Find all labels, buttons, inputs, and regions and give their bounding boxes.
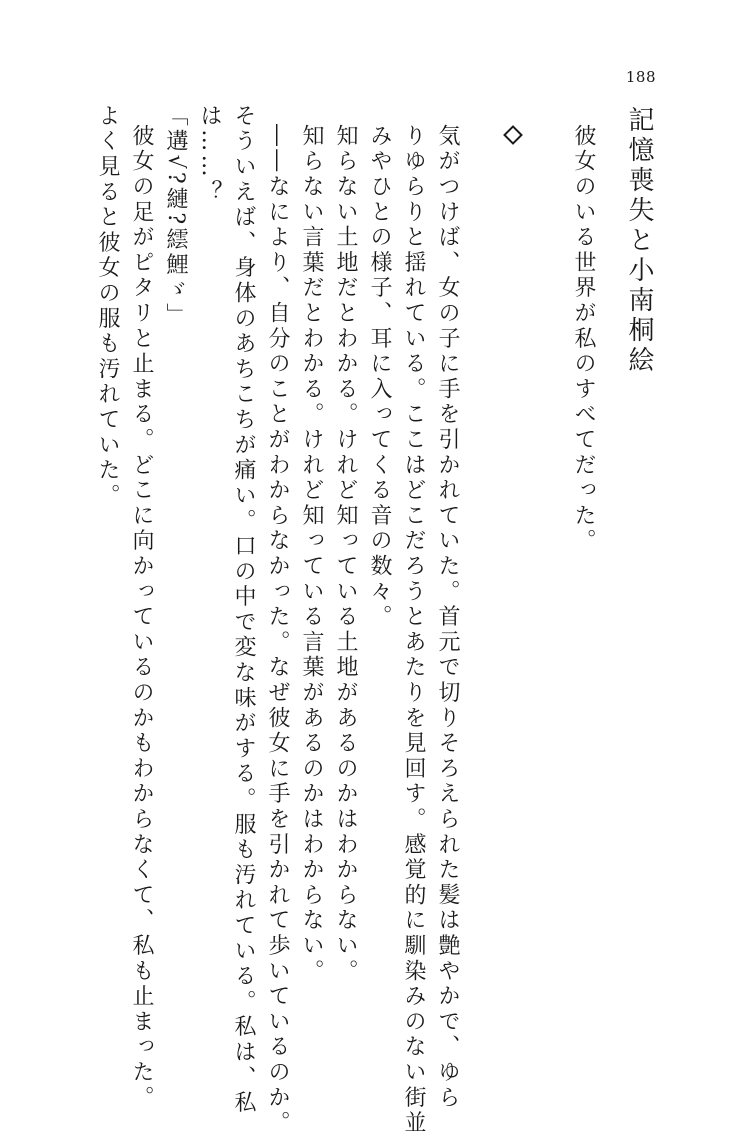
chapter-title: 記憶喪失と小南桐絵 [624, 106, 654, 376]
body-line-3: みやひとの様子、耳に入ってくる音の数々。 [367, 124, 392, 630]
diamond-icon [503, 125, 523, 145]
body-line-9: 「遘√?縺?繧鯉ゞ」 [163, 104, 188, 329]
body-line-10: 彼女の足がピタリと止まる。どこに向かっているのかもわからなくて、私も止まった。 [129, 124, 154, 1111]
body-line-4: 知らない土地だとわかる。けれど知っている土地があるのかはわからない。 [333, 124, 358, 985]
body-line-5: 知らない言葉だとわかる。けれど知っている言葉があるのかはわからない。 [299, 124, 324, 985]
body-line-2: りゆらりと揺れている。ここはどこだろうとあたりを見回す。感覚的に馴染みのない街並 [401, 124, 426, 1136]
body-line-7: そういえば、身体のあちこちが痛い。口の中で変な味がする。服も汚れている。私は、私 [231, 104, 256, 1116]
body-line-6: ――なにより、自分のことがわからなかった。なぜ彼女に手を引かれて歩いているのか。 [265, 124, 290, 1136]
body-line-11: よく見ると彼女の服も汚れていた。 [95, 104, 120, 509]
body-line-8: は……？ [197, 104, 222, 206]
lead-line: 彼女のいる世界が私のすべてだった。 [571, 124, 596, 555]
body-line-1: 気がつけば、女の子に手を引かれていた。首元で切りそろえられた髪は艶やかで、ゆら [435, 124, 460, 1111]
page-number: 188 [625, 68, 656, 86]
